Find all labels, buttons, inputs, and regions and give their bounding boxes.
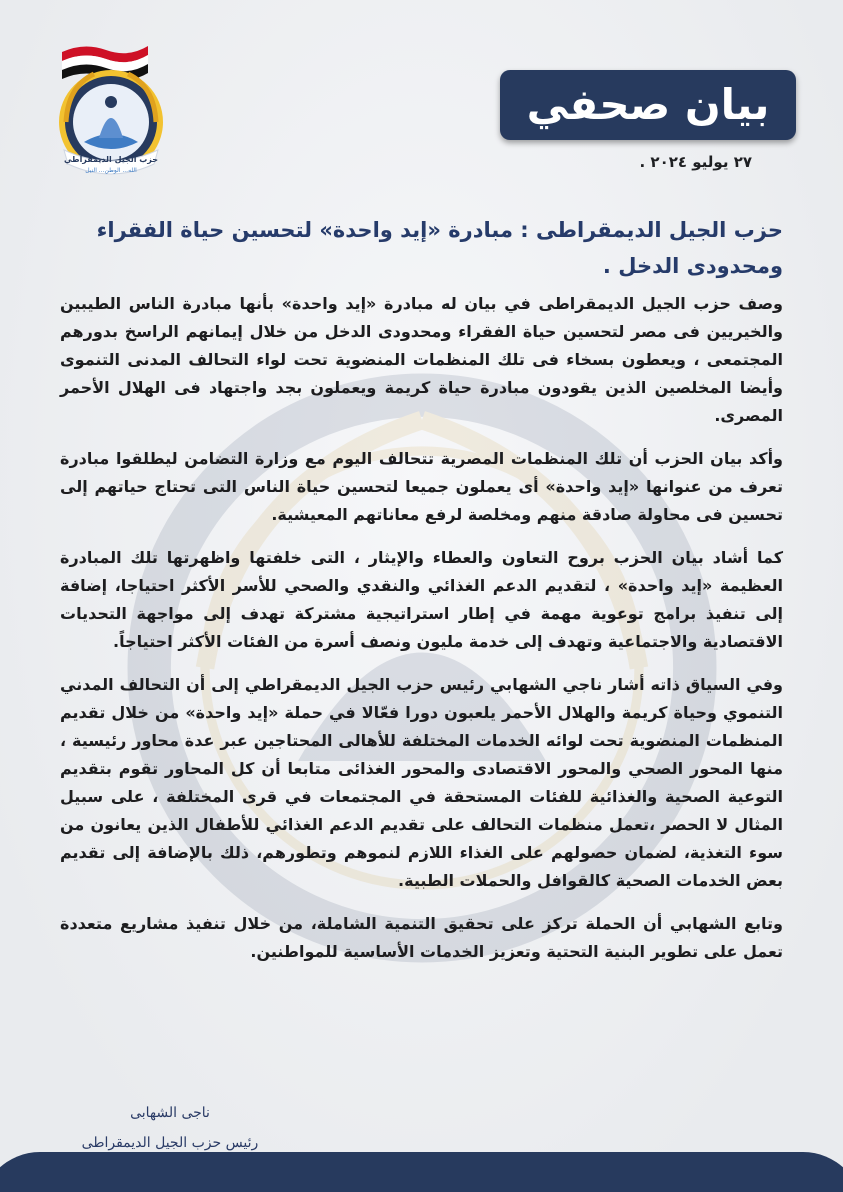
page-title: بيان صحفي <box>500 70 796 140</box>
paragraph: كما أشاد بيان الحزب بروح التعاون والعطاء والإيثار ، التى خلفتها واظهرتها تلك المبادرة العظيمة «إيد واحدة» ، لتقديم الدعم الغذائي والنقدي والصحي للأسر الأكثر احتياجا، إضافة إلى تنفيذ برامج توعوية مهمة في إطار استراتيجية مشتركة تهدف إلى مواجهة التحديات الاقتصادية والاجتماعية وتهدف إلى خدمة مليون ونصف أسرة من الفئات الأكثر احتياجاً. <box>60 548 783 651</box>
paragraph: وصف حزب الجيل الديمقراطى في بيان له مبادرة «إيد واحدة» بأنها مبادرة الناس الطيبين والخيريين فى مصر لتحسين حياة الفقراء ومحدودى الدخل من خلال إيمانهم الراسخ بدورهم المجتمعى ، ويعطون بسخاء فى تلك المنظمات المنضوية تحت لواء التحالف المدنى التنموى وأيضا المخلصين الذين يقودون مبادرة حياة كريمة ويعملون بجد واجتهاد فى الهلال الأحمر المصرى. <box>60 294 783 425</box>
party-logo <box>44 38 178 178</box>
release-date: ٢٧ يوليو ٢٠٢٤ . <box>639 153 752 171</box>
signature-name: ناجى الشهابى <box>130 1105 210 1121</box>
paragraph: وأكد بيان الحزب أن تلك المنظمات المصرية تتحالف اليوم مع وزارة التضامن ليطلقوا مبادرة تعرف من عنوانها «إيد واحدة» أى يعملون جميعا لتحسين حياة الناس التى تحتاج حياتهم إلى تحسين فى محاولة صادقة منهم ومخلصة لرفع معاناتهم المعيشية. <box>60 449 783 524</box>
body-text <box>60 290 783 981</box>
headline: حزب الجيل الديمقراطى : مبادرة «إيد واحدة» لتحسين حياة الفقراء ومحدودى الدخل . <box>96 218 783 278</box>
paragraph: وفي السياق ذاته أشار ناجي الشهابي رئيس حزب الجيل الديمقراطي إلى أن التحالف المدني التنموي وحياة كريمة والهلال الأحمر يلعبون دورا فعّالا في حملة «إيد واحدة» من خلال تقديم المنظمات المنضوية تحت لوائه الخدمات المختلفة للأهالى المحتاجين عبر عدة محاور رئيسية ، منها المحور الصحي والمحور الاقتصادى والمحور الغذائى متابعا أن كل المحاور تقوم بتقديم التوعية الصحية والغذائية للفئات المستحقة في المجتمعات في قرى المختلفة ، على سبيل المثال لا الحصر ،تعمل منظمات التحالف على تقديم الدعم الغذائي للأطفال الذين يعانون من سوء التغذية، لضمان حصولهم على الغذاء اللازم لنموهم وتطورهم، ذلك بالإضافة إلى تقديم بعض الخدمات الصحية كالقوافل والحملات الطبية. <box>60 675 783 890</box>
paragraph: وتابع الشهابي أن الحملة تركز على تحقيق التنمية الشاملة، من خلال تنفيذ مشاريع متعددة تعمل على تطوير البنية التحتية وتعزيز الخدمات الأساسية للمواطنين. <box>60 914 783 961</box>
logo-slogan: الله... الوطن... النيل <box>85 167 137 174</box>
signature-block <box>60 1098 280 1158</box>
footer-band <box>0 1152 843 1192</box>
logo-party-name: حزب الجيل الديمقراطي <box>63 155 159 164</box>
signature-position: رئيس حزب الجيل الديمقراطى <box>81 1135 259 1151</box>
